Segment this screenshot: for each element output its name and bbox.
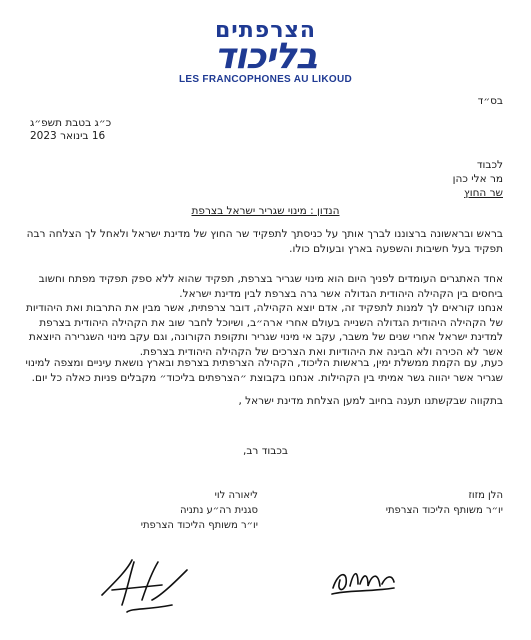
logo-hebrew-main: בליכוד: [214, 36, 317, 77]
paragraph-2: אחד האתגרים העומדים לפניך היום הוא מינוי שגריר בצרפת, תפקיד שהוא ללא ספק תפקיד מפתח וחשוב ביחסים בין הקהילה היהודית הגדולה אשר גרה בצרפת לבין מדינת ישראל.: [38, 273, 503, 300]
signatory-left-title-2: יו״ר משותף הליכוד הצרפתי: [140, 520, 258, 531]
logo-hebrew-top: הצרפתים: [214, 18, 316, 43]
signatory-left-name: ליאורה לוי: [214, 490, 258, 501]
subject-line: הנדון : מינוי שגריר ישראל בצרפת: [191, 205, 340, 217]
signature-left-image: [92, 550, 192, 620]
paragraph-5: בתקווה שבקשתנו תענה בחיוב למען הצלחת מדינת ישראל ,: [238, 395, 503, 407]
recipient-greeting: לכבוד: [476, 159, 503, 171]
closing-line: בכבוד רב,: [243, 445, 288, 457]
paragraph-1: בראש ובראשונה ברצוננו לברך אותך על כניסתך לתפקיד שר החוץ של מדינת ישראל ולאחל לך הצלחה רבה תפקיד בעל חשיבות והשפעה בארץ ובעולם כולו.: [26, 228, 503, 255]
signatory-right-title: יו״ר משותף הליכוד הצרפתי: [385, 505, 503, 516]
paragraph-3: אנחנו קוראים לך למנות לתפקיד זה, אדם יוצא הקהילה, דובר צרפתית, אשר מבין את התרבות ואת היהודיות של הקהילה היהודית הגדולה השנייה בעולם אחרי ארה״ב, ושיוכל לחבר שוב את הקהילה היהודית בצרפת למדינת ישראל אחרי שנים של משבר, עקב אי מינוי שגריר ותקופת הקורונה, וגם עקב מינוי השגרירה היוצאת אשר לא הכירה ולא הבינה את היהודיות ואת הצרכים של הקהילה היהודית בצרפת.: [25, 302, 503, 358]
signatory-right: [323, 488, 503, 518]
likoud-logo: [0, 14, 531, 86]
date-gregorian: 16 בינואר 2023: [30, 130, 106, 142]
signature-right-image: [328, 560, 398, 600]
logo-french-text: LES FRANCOPHONES AU LIKOUD: [179, 74, 352, 85]
signatory-left: [68, 488, 258, 533]
date-hebrew: כ״ג בטבת תשפ״ג: [30, 117, 112, 129]
recipient-block: [303, 158, 503, 200]
signatory-left-title-1: סגנית רה״ע נתניה: [179, 505, 258, 516]
bsd-mark: בס״ד: [477, 95, 503, 107]
signatory-right-name: הלן מזוז: [468, 490, 503, 501]
paragraph-4: כעת, עם הקמת ממשלת ימין, בראשות הליכוד, הקהילה הצרפתית בצרפת ובארץ נושאת עיניים ומצפה למינוי שגריר אשר יהווה גשר אמיתי בין הקהילות. אנחנו בקבוצת ״הצרפתים בליכוד״ מקבלים פניות כאלה כל יום.: [25, 357, 503, 384]
recipient-name: מר אלי כהן: [452, 173, 503, 185]
recipient-title: שר החוץ: [464, 187, 503, 199]
